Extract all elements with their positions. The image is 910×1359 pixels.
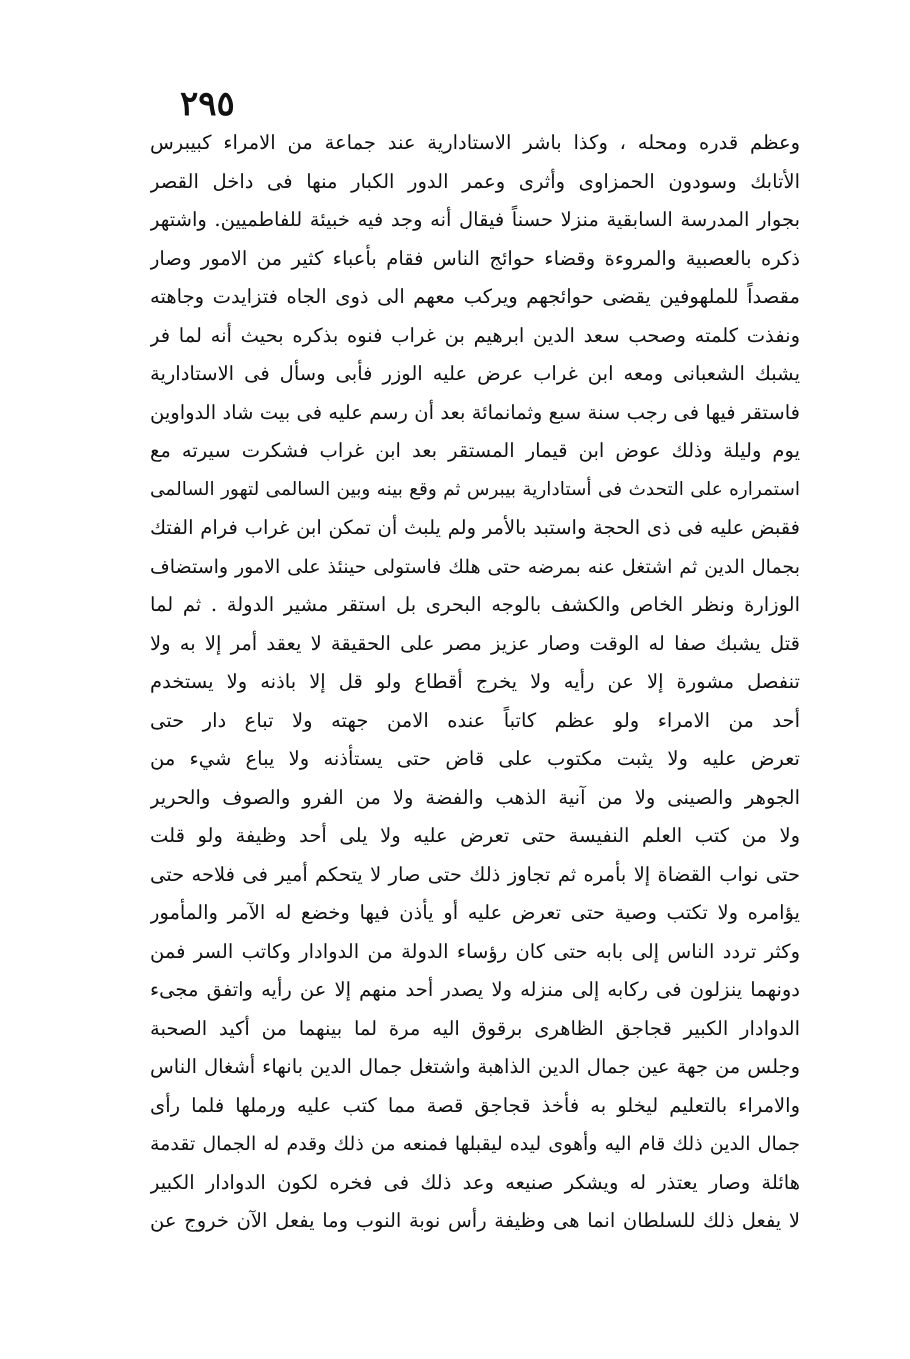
text-line: وعظم قدره ومحله ، وكذا باشر الاستادارية عند جماعة من الامراء كبيبرس — [150, 131, 800, 154]
text-line: أحد من الامراء ولو عظم كاتباً عنده الامن جهته ولا تباع دار حتى — [150, 708, 800, 732]
text-line: هائلة وصار يعتذر له ويشكر صنيعه وعد ذلك فى فخره لكون الدوادار الكبير — [150, 1170, 800, 1194]
text-line: ذكره بالعصبية والمروءة وقضاء حوائج الناس فقام بأعباء كثير من الامور وصار — [150, 246, 800, 270]
text-line: تعرض عليه ولا يثبت مكتوب على قاض حتى يستأذنه ولا يباع شيء من — [150, 747, 800, 770]
text-line: تنفصل مشورة إلا عن رأيه ولا يخرج أقطاع ولو قل إلا باذنه ولا يستخدم — [150, 670, 800, 693]
text-line: يوم وليلة وذلك عوض ابن قيمار المستقر بعد ابن غراب فشكرت سيرته مع — [150, 439, 800, 462]
text-line: قتل يشبك صفا له الوقت وصار عزيز مصر على الحقيقة لا يعقد أمر إلا به ولا — [150, 631, 800, 655]
text-line: فقبض عليه فى ذى الحجة واستبد بالأمر ولم يلبث أن تمكن ابن غراب فرام الفتك — [150, 516, 800, 539]
text-line: والامراء بالتعليم ليخلو به فأخذ قجاجق قصة مما كتب عليه ورملها فلما رأى — [150, 1093, 800, 1117]
text-line: وجلس من جهة عين جمال الدين الذاهبة واشتغل جمال الدين بانهاء أشغال الناس — [150, 1055, 800, 1078]
text-line: فاستقر فيها فى رجب سنة سبع وثمانمائة بعد أن رسم عليه فى بيت شاد الدواوين — [150, 400, 800, 424]
text-line: يشبك الشعبانى ومعه ابن غراب عرض عليه الوزر فأبى وسأل فى الاستادارية — [150, 362, 800, 385]
text-line: الوزارة ونظر الخاص والكشف بالوجه البحرى بل استقر مشير الدولة . ثم لما — [150, 593, 800, 616]
text-line: ولا من كتب العلم النفيسة حتى تعرض عليه ولا يلى أحد وظيفة ولو قلت — [150, 824, 800, 847]
text-line: بجمال الدين ثم اشتغل عنه بمرضه حتى هلك فاستولى حينئذ على الامور واستضاف — [150, 555, 800, 578]
text-line: جمال الدين ذلك قام اليه وأهوى ليده ليقبلها فمنعه من ذلك وقدم له الجمال تقدمة — [150, 1133, 800, 1155]
page-number: ٢٩٥ — [180, 84, 235, 124]
text-line: حتى نواب القضاة إلا بأمره ثم تجاوز ذلك حتى صار لا يتحكم أمير فى فلاحه حتى — [150, 862, 800, 886]
text-line: الدوادار الكبير قجاجق الظاهرى برقوق اليه مرة لما بينهما من أكيد الصحبة — [150, 1016, 800, 1040]
text-line: يؤامره ولا تكتب وصية حتى تعرض عليه أو يأذن فيها وخضع له الآمر والمأمور — [150, 901, 800, 924]
text-line: الجوهر والصينى ولا من آنية الذهب والفضة ولا من الفرو والصوف والحرير — [150, 785, 800, 809]
text-line: وكثر تردد الناس إلى بابه حتى كان رؤساء الدولة من الدوادار وكاتب السر فمن — [150, 939, 800, 963]
text-line: استمراره على التحدث فى أستادارية بيبرس ثم وقع بينه وبين السالمى لتهور السالمى — [150, 478, 800, 500]
body-text — [150, 124, 800, 1241]
text-line: لا يفعل ذلك للسلطان انما هى وظيفة رأس نوبة النوب وما يفعل الآن خروج عن — [150, 1209, 800, 1232]
text-line: بجوار المدرسة السابقية منزلا حسناً فيقال أنه وجد فيه خبيئة للفاطميين. واشتهر — [150, 208, 800, 231]
text-line: ونفذت كلمته وصحب سعد الدين ابرهيم بن غراب فنوه بذكره بحيث أنه لما فر — [150, 323, 800, 347]
text-line: الأتابك وسودون الحمزاوى وأثرى وعمر الدور الكبار منها فى داخل القصر — [150, 169, 800, 193]
text-line: مقصداً للملهوفين يقضى حوائجهم ويركب معهم الى ذوى الجاه فتزايدت وجاهته — [150, 285, 800, 308]
text-line: دونهما ينزلون فى ركابه إلى منزله ولا يصدر أحد منهم إلا عن رأيه واتفق مجىء — [150, 978, 800, 1001]
